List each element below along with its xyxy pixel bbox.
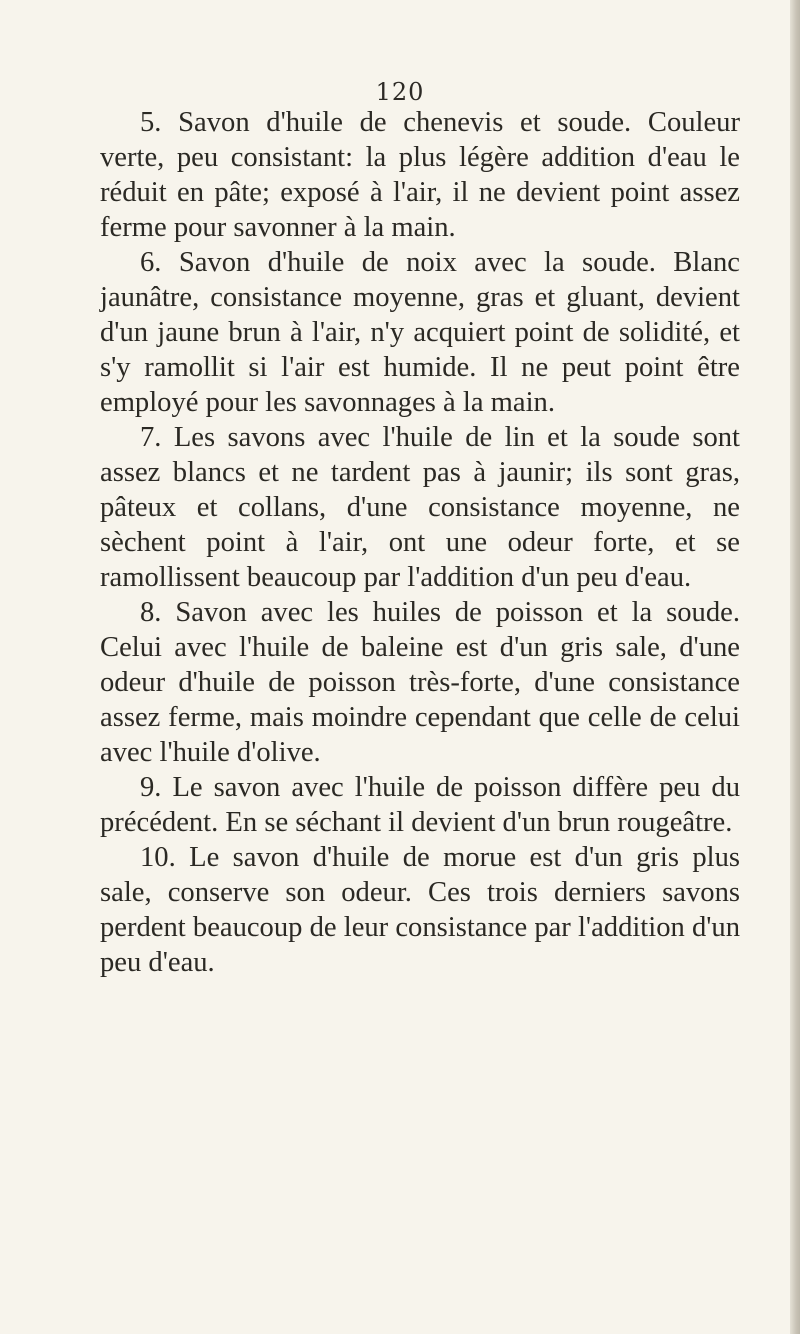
paragraph-6: 6. Savon d'huile de noix avec la soude. Blanc jaunâtre, consistance moyenne, gras et gluant, devient d'un jaune brun à l'air, n'y acquiert point de solidité, et s'y ramollit si l'air est humide. Il ne peut point être employé pour les savonnages à la main.	[100, 247, 740, 418]
page-edge-shadow	[790, 0, 800, 1334]
paragraph-7: 7. Les savons avec l'huile de lin et la soude sont assez blancs et ne tardent pas à jaunir; ils sont gras, pâteux et collans, d'une consistance moyenne, ne sèchent point à l'air, ont une odeur forte, et se ramollissent beaucoup par l'addition d'un peu d'eau.	[100, 422, 740, 593]
paragraph-8: 8. Savon avec les huiles de poisson et la soude. Celui avec l'huile de baleine est d'un gris sale, d'une odeur d'huile de poisson très-forte, d'une consistance assez ferme, mais moindre cependant que celle de celui avec l'huile d'olive.	[100, 597, 740, 768]
paragraph-5: 5. Savon d'huile de chenevis et soude. Couleur verte, peu consistant: la plus légère addition d'eau le réduit en pâte; exposé à l'air, il ne devient point assez ferme pour savonner à la main.	[100, 107, 740, 243]
paragraph-9: 9. Le savon avec l'huile de poisson diffère peu du précédent. En se séchant il devient d'un brun rougeâtre.	[100, 772, 740, 838]
page-body	[100, 105, 740, 980]
page-number: 120	[375, 78, 425, 106]
paragraph-10: 10. Le savon d'huile de morue est d'un gris plus sale, conserve son odeur. Ces trois derniers savons perdent beaucoup de leur consistance par l'addition d'un peu d'eau.	[100, 842, 740, 978]
